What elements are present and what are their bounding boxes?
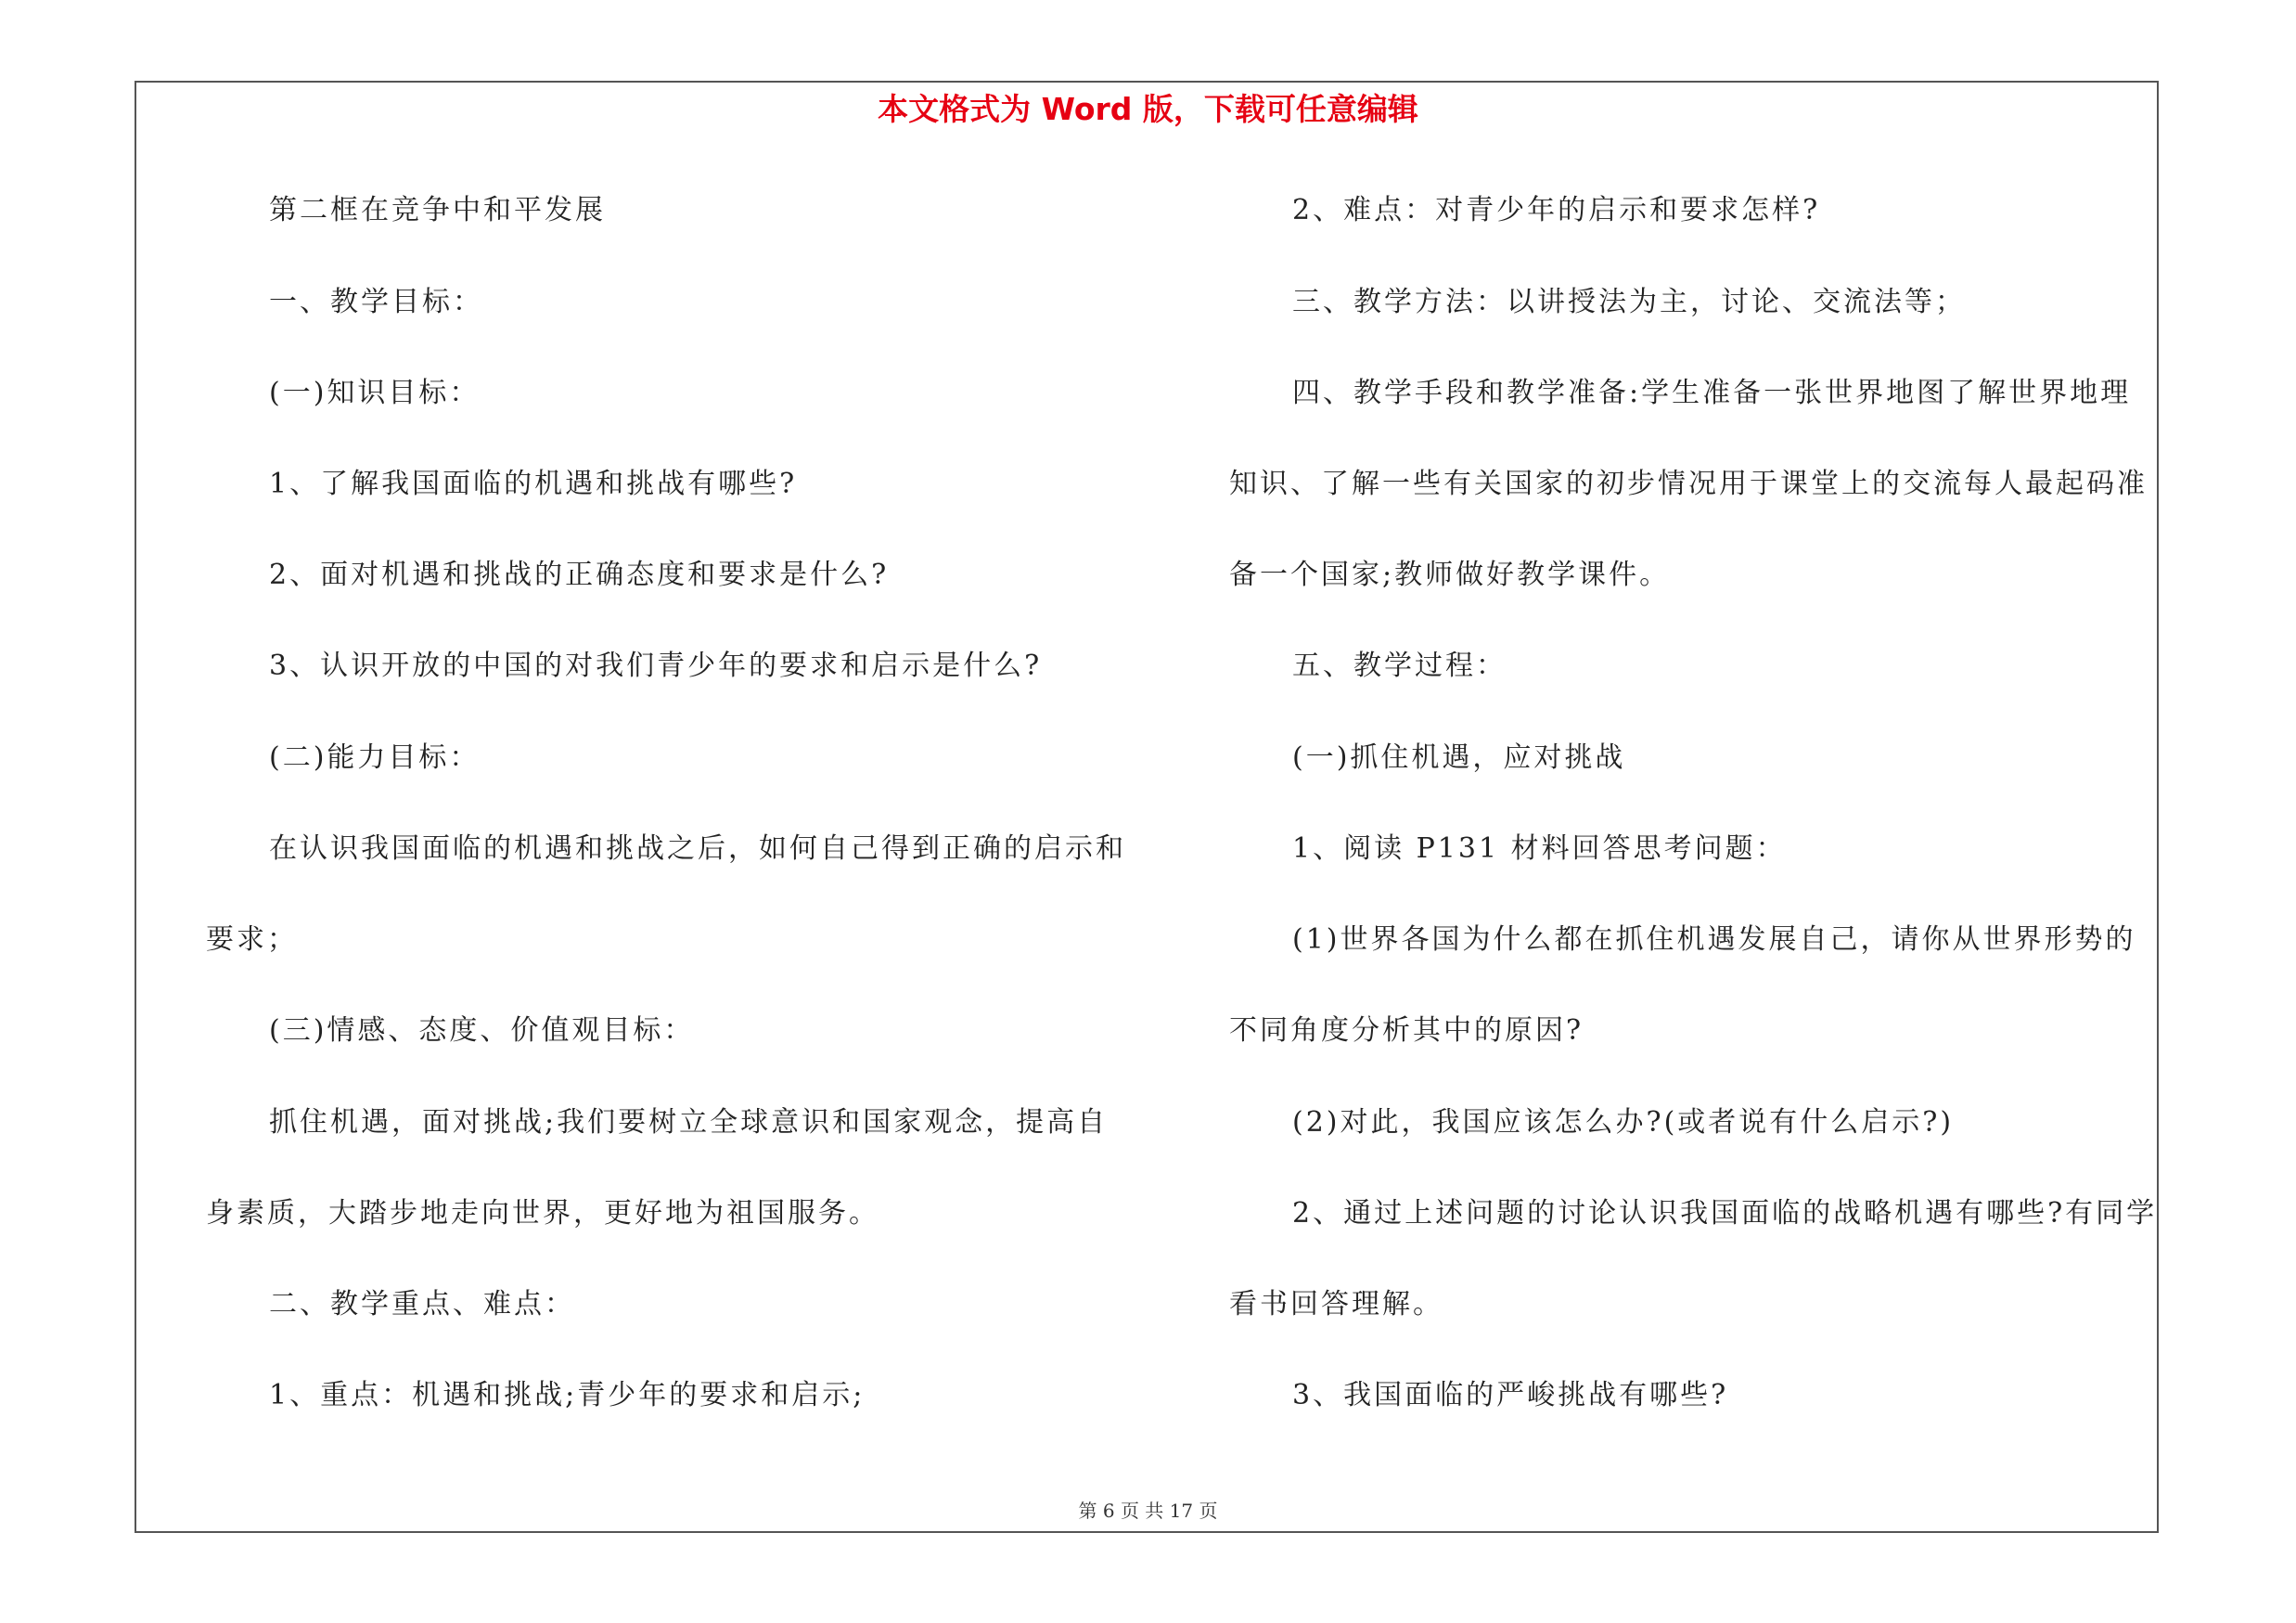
paragraph-line: 知识、了解一些有关国家的初步情况用于课堂上的交流每人最起码准 [1229,468,2148,500]
paragraph-line: 在认识我国面临的机遇和挑战之后，如何自己得到正确的启示和 [269,832,1126,865]
paragraph-line: 1、了解我国面临的机遇和挑战有哪些? [269,468,798,500]
paragraph-line: 备一个国家;教师做好教学课件。 [1229,559,1671,591]
page-number: 第 6 页 共 17 页 [1078,1500,1218,1522]
paragraph-line: (2)对此，我国应该怎么办?(或者说有什么启示?) [1292,1106,1955,1139]
paragraph-line: (二)能力目标： [269,741,481,774]
paragraph-line: 三、教学方法：以讲授法为主，讨论、交流法等； [1292,286,1966,318]
paragraph-line: 1、阅读 P131 材料回答思考问题： [1292,832,1787,865]
paragraph-line: (一)知识目标： [269,377,481,409]
paragraph-line: (三)情感、态度、价值观目标： [269,1014,695,1047]
paragraph-line: 不同角度分析其中的原因? [1229,1014,1584,1047]
paragraph-line: 要求； [206,923,298,956]
paragraph-line: 3、我国面临的严峻挑战有哪些? [1292,1379,1729,1411]
paragraph-line: 第二框在竞争中和平发展 [269,194,606,226]
paragraph-line: 一、教学目标： [269,286,483,318]
header-banner: 本文格式为 Word 版，下载可任意编辑 [878,91,1418,127]
paragraph-line: 四、教学手段和教学准备:学生准备一张世界地图了解世界地理 [1292,377,2132,409]
paragraph-line: 1、重点：机遇和挑战;青少年的要求和启示; [269,1379,866,1411]
paragraph-line: 身素质，大踏步地走向世界，更好地为祖国服务。 [206,1197,879,1230]
paragraph-line: (1)世界各国为什么都在抓住机遇发展自己，请你从世界形势的 [1292,923,2136,956]
paragraph-line: 2、难点：对青少年的启示和要求怎样? [1292,194,1821,226]
paragraph-line: (一)抓住机遇，应对挑战 [1292,741,1626,774]
paragraph-line: 3、认识开放的中国的对我们青少年的要求和启示是什么? [269,650,1043,682]
paragraph-line: 五、教学过程： [1292,650,1507,682]
paragraph-line: 2、通过上述问题的讨论认识我国面临的战略机遇有哪些?有同学 [1292,1197,2158,1230]
paragraph-line: 2、面对机遇和挑战的正确态度和要求是什么? [269,559,890,591]
paragraph-line: 二、教学重点、难点： [269,1288,575,1320]
paragraph-line: 看书回答理解。 [1229,1288,1443,1320]
paragraph-line: 抓住机遇，面对挑战;我们要树立全球意识和国家观念，提高自 [269,1106,1109,1139]
